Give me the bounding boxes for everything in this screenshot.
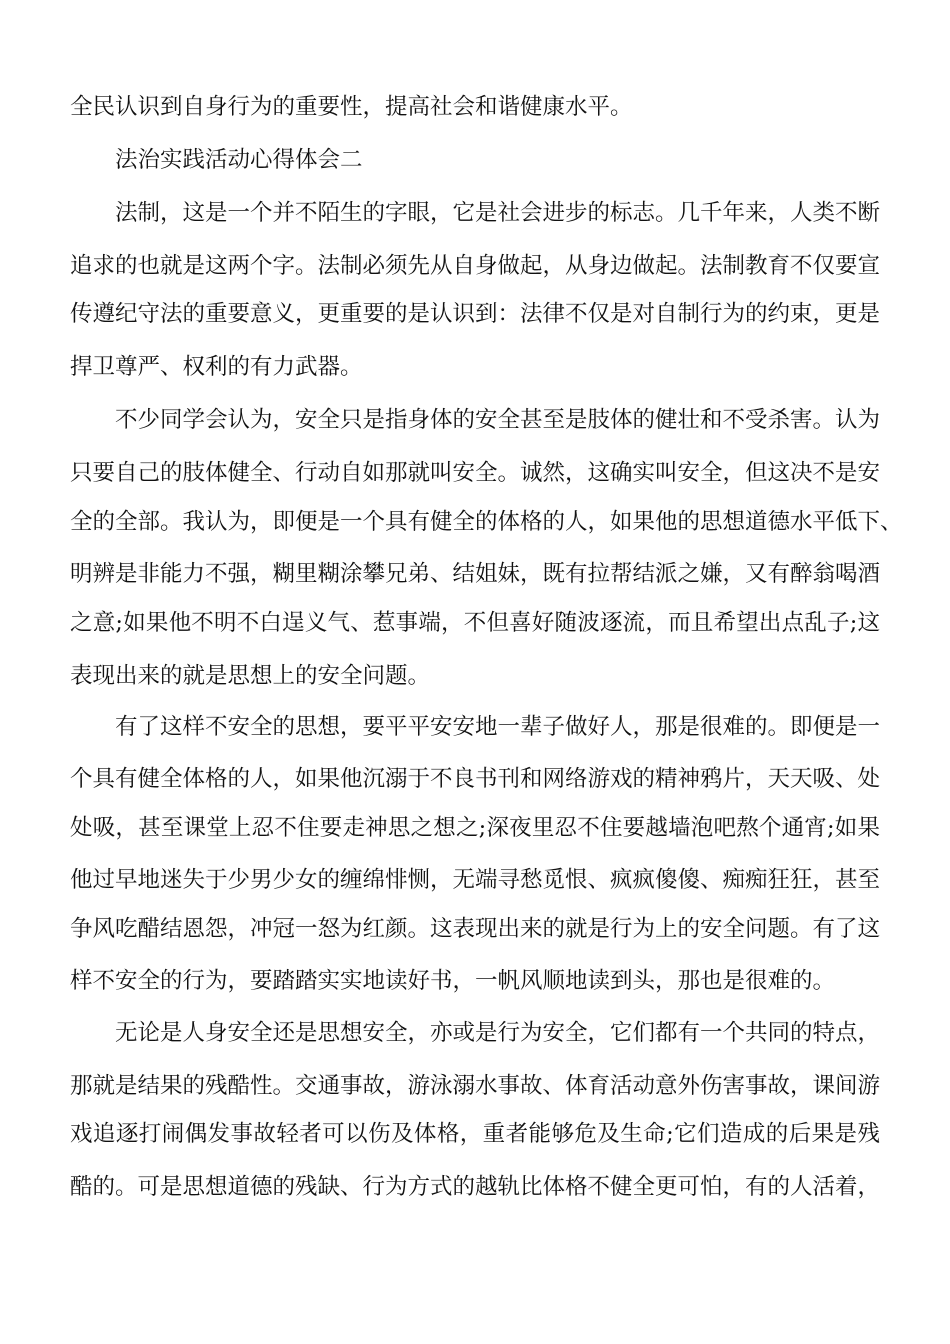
paragraph-line: 明辨是非能力不强，糊里糊涂攀兄弟、结姐妹，既有拉帮结派之嫌，又有醉翁喝酒 [70, 561, 881, 587]
paragraph-line: 追求的也就是这两个字。法制必须先从自身做起，从身边做起。法制教育不仅要宣 [70, 253, 881, 279]
paragraph-line: 捍卫尊严、权利的有力武器。 [70, 354, 363, 380]
paragraph-line: 传遵纪守法的重要意义，更重要的是认识到：法律不仅是对自制行为的约束，更是 [70, 301, 881, 327]
paragraph-line: 他过早地迷失于少男少女的缠绵悱恻，无端寻愁觅恨、疯疯傻傻、痴痴狂狂，甚至 [70, 867, 881, 893]
paragraph-line: 之意;如果他不明不白逞义气、惹事端，不但喜好随波逐流，而且希望出点乱子;这 [70, 610, 880, 636]
paragraph-line: 争风吃醋结恩怨，冲冠一怒为红颜。这表现出来的就是行为上的安全问题。有了这 [70, 916, 881, 942]
paragraph-line: 无论是人身安全还是思想安全，亦或是行为安全，它们都有一个共同的特点， [115, 1020, 881, 1046]
section-title: 法治实践活动心得体会二 [115, 147, 363, 173]
paragraph-line: 戏追逐打闹偶发事故轻者可以伤及体格，重者能够危及生命;它们造成的后果是残 [70, 1121, 880, 1147]
paragraph-line: 处吸，甚至课堂上忍不住要走神思之想之;深夜里忍不住要越墙泡吧熬个通宵;如果 [70, 815, 880, 841]
paragraph-line: 个具有健全体格的人，如果他沉溺于不良书刊和网络游戏的精神鸦片，天天吸、处 [70, 766, 881, 792]
paragraph-line: 法制，这是一个并不陌生的字眼，它是社会进步的标志。几千年来，人类不断 [115, 200, 881, 226]
intro-tail-line: 全民认识到自身行为的重要性，提高社会和谐健康水平。 [70, 94, 633, 120]
paragraph-line: 样不安全的行为，要踏踏实实地读好书，一帆风顺地读到头，那也是很难的。 [70, 968, 836, 994]
paragraph-line: 全的全部。我认为，即便是一个具有健全的体格的人，如果他的思想道德水平低下、 [70, 509, 903, 535]
paragraph-line: 表现出来的就是思想上的安全问题。 [70, 663, 431, 689]
paragraph-line: 不少同学会认为，安全只是指身体的安全甚至是肢体的健壮和不受杀害。认为 [115, 407, 881, 433]
paragraph-line: 那就是结果的残酷性。交通事故，游泳溺水事故、体育活动意外伤害事故，课间游 [70, 1073, 881, 1099]
paragraph-line: 酷的。可是思想道德的残缺、行为方式的越轨比体格不健全更可怕，有的人活着， [70, 1174, 881, 1200]
paragraph-line: 有了这样不安全的思想，要平平安安地一辈子做好人，那是很难的。即便是一 [115, 714, 881, 740]
paragraph-line: 只要自己的肢体健全、行动自如那就叫安全。诚然，这确实叫安全，但这决不是安 [70, 460, 881, 486]
